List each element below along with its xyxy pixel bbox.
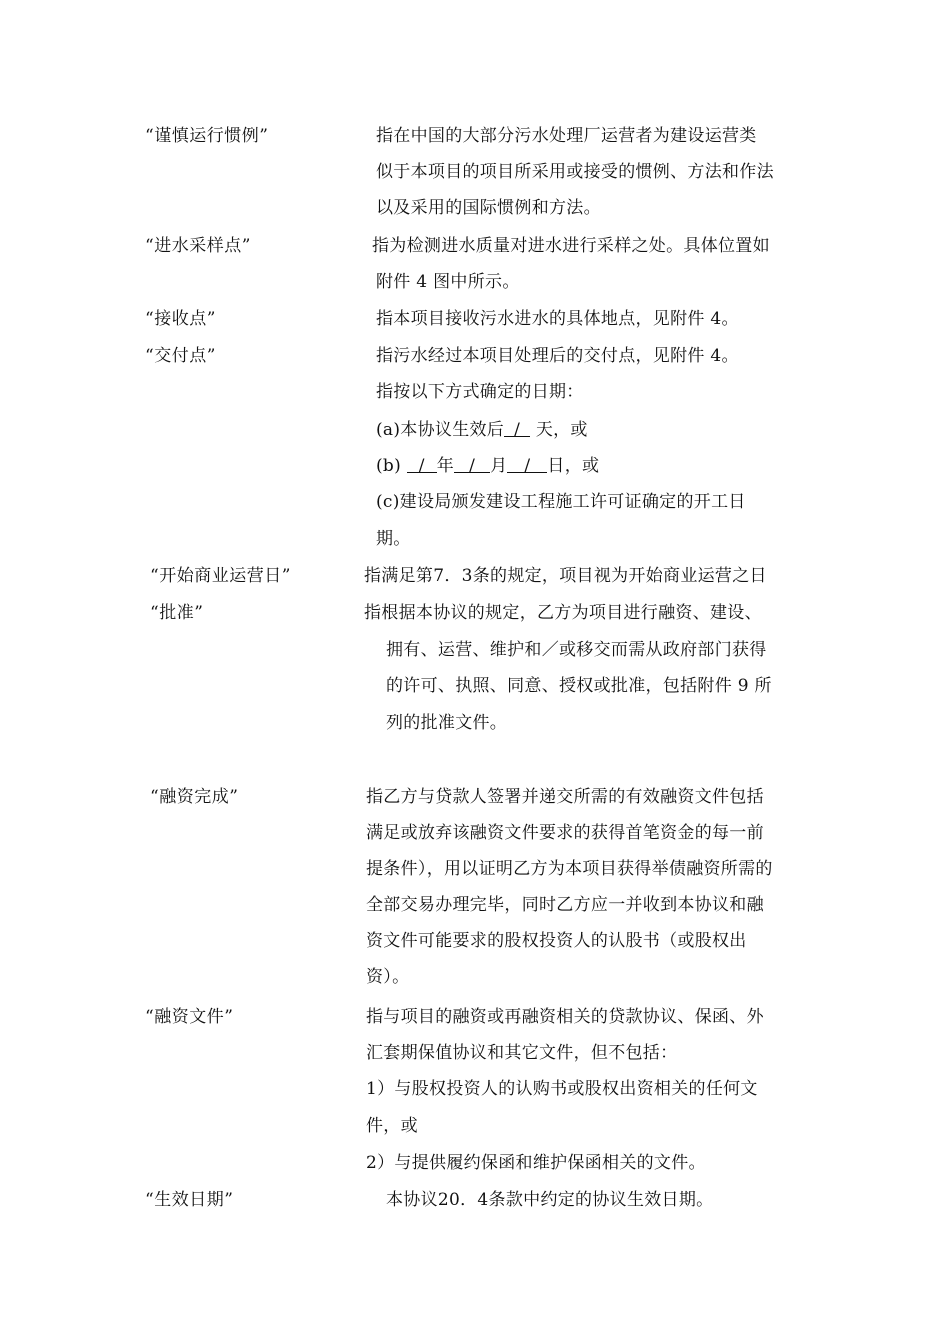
definition-line: 指在中国的大部分污水处理厂运营者为建设运营类 xyxy=(376,126,757,146)
definition-line: 指乙方与贷款人签署并递交所需的有效融资文件包括 xyxy=(366,787,764,807)
definition-line: 附件 4 图中所示。 xyxy=(376,272,520,292)
term-financing-documents: “融资文件” xyxy=(145,1007,234,1027)
term-approvals: “批准” xyxy=(150,603,204,623)
definition-line: 资文件可能要求的股权投资人的认股书（或股权出 xyxy=(366,931,747,951)
definition-line: 拥有、运营、维护和／或移交而需从政府部门获得 xyxy=(386,640,767,660)
term-effective-date: “生效日期” xyxy=(145,1190,234,1210)
definition-line: 指满足第7．3条的规定，项目视为开始商业运营之日 xyxy=(364,566,767,586)
blank-year: / xyxy=(407,456,437,473)
definition-line: 似于本项目的项目所采用或接受的惯例、方法和作法 xyxy=(376,162,774,182)
definition-line: 满足或放弃该融资文件要求的获得首笔资金的每一前 xyxy=(366,823,764,843)
definition-line: 指按以下方式确定的日期： xyxy=(376,382,584,402)
term-inflow-sampling-point: “进水采样点” xyxy=(145,236,251,256)
definition-line: 指与项目的融资或再融资相关的贷款协议、保函、外 xyxy=(366,1007,764,1027)
term-receiving-point: “接收点” xyxy=(145,309,216,329)
term-financial-close: “融资完成” xyxy=(150,787,239,807)
date-option-a: (a)本协议生效后 / 天，或 xyxy=(376,420,588,440)
term-prudent-practice: “谨慎运行惯例” xyxy=(145,126,269,146)
definition-line: 指根据本协议的规定，乙方为项目进行融资、建设、 xyxy=(364,603,762,623)
definition-line: 1）与股权投资人的认购书或股权出资相关的任何文 xyxy=(366,1079,758,1099)
definition-line: 指本项目接收污水进水的具体地点，见附件 4。 xyxy=(376,309,739,329)
definition-line: 指为检测进水质量对进水进行采样之处。具体位置如 xyxy=(372,236,770,256)
definition-line: 件，或 xyxy=(366,1116,418,1136)
definition-line: 2）与提供履约保函和维护保函相关的文件。 xyxy=(366,1153,706,1173)
blank-day: / xyxy=(507,456,547,473)
definition-line: 汇套期保值协议和其它文件，但不包括： xyxy=(366,1043,678,1063)
date-option-c-cont: 期。 xyxy=(376,529,411,549)
definition-line: 资）。 xyxy=(366,967,410,987)
term-commercial-operation-date: “开始商业运营日” xyxy=(150,566,291,586)
blank-month: / xyxy=(454,456,490,473)
blank-days: / xyxy=(504,420,530,437)
definition-line: 本协议20．4条款中约定的协议生效日期。 xyxy=(386,1190,714,1210)
term-delivery-point: “交付点” xyxy=(145,346,216,366)
definition-line: 的许可、执照、同意、授权或批准，包括附件 9 所 xyxy=(386,676,772,696)
definition-line: 指污水经过本项目处理后的交付点，见附件 4。 xyxy=(376,346,739,366)
date-option-c: (c)建设局颁发建设工程施工许可证确定的开工日 xyxy=(376,492,746,512)
date-option-b: (b) / 年 / 月 / 日，或 xyxy=(376,456,600,476)
definition-line: 提条件），用以证明乙方为本项目获得举债融资所需的 xyxy=(366,859,773,879)
definition-line: 以及采用的国际惯例和方法。 xyxy=(376,198,601,218)
definition-line: 列的批准文件。 xyxy=(386,713,508,733)
definition-line: 全部交易办理完毕，同时乙方应一并收到本协议和融 xyxy=(366,895,764,915)
